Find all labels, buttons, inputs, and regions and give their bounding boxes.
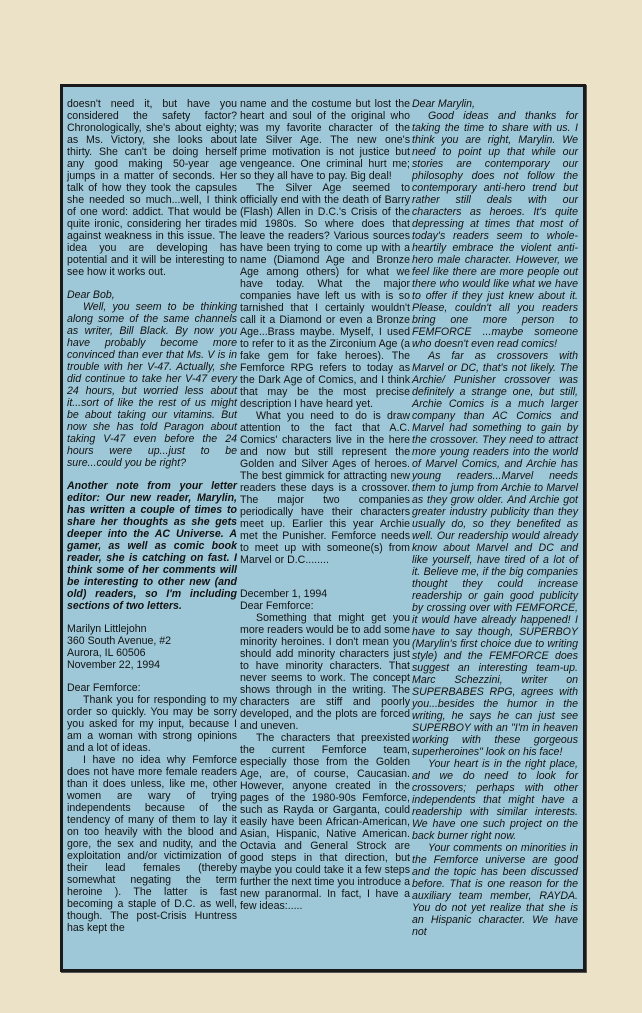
- editor-reply: Your heart is in the right place, and we do need to look for crossovers; perhaps with other independents that might have a readership with similar interests. We have one such project on the back burner right now.: [412, 758, 578, 842]
- reply-salutation: Dear Bob,: [67, 289, 115, 301]
- letter-paragraph: What you need to do is draw attention to the fact that A.C. Comics' characters live in the here and now but still represent the Golden and Silver Ages of heroes. The best gimmick for attracting new readers these days is a crossover. The major two companies periodically have their characters meet up. Earlier this year Archie met the Punisher. Femforce needs to meet up with someone(s) from Marvel or D.C........: [240, 410, 410, 566]
- letter-paragraph: The characters that preexisted the current Femforce team, especially those from the Golden Age, are, of course, Caucasian. However, anyone created in the pages of the 1980-90s Femforce, such as Rayda or Garganta, could easily have been African-American, Asian, Hispanic, Native American. Octavia and General Strock are good steps in that direction, but maybe you could take it a few steps further the next time you introduce a new paranormal. In fact, I have a few ideas:.....: [240, 732, 410, 912]
- editor-reply: As far as crossovers with Marvel or DC, that's not likely. The Archie/ Punisher crossover was definitely a strange one, but still, Archie Comics is a much larger company than AC Comics and Marvel had something to gain by the crossover. They need to attract more young readers into the world of Marvel Comics, and Archie has young readers...Marvel needs them to jump from Archie to Marvel as they grow older. And Archie got greater industry publicity than they usually do, so they benefited as well. Our readership would already know about Marvel and DC and like yourself, have tired of a lot of it. Believe me, if the big companies thought they could increase readership or gain good publicity by crossing over with FEMFORCE, it would have already happened! I have to say though, SUPERBOY (Marylin's first choice due to writing style) and the FEMFORCE does suggest an interesting team-up. Marc Schezzini, writer on SUPERBABES RPG, agrees with you...besides the humor in the writing, he says he can just see SUPERBOY with an "I'm in heaven working with these gorgeous superheroines" look on his face!: [412, 350, 578, 758]
- letter-paragraph: Something that might get you more readers would be to add some minority heroines. I don't mean you should add minority characters just to have minority characters. That never seems to work. The concept shows through in the writing. The characters are stiff and poorly developed, and the plots are forced and uneven.: [240, 612, 410, 732]
- letter-paragraph: Thank you for responding to my order so quickly. You may be sorry you asked for my input, because I am a woman with strong opinions and a lot of ideas.: [67, 694, 237, 754]
- letters-panel: [60, 84, 586, 972]
- letter-date: November 22, 1994: [67, 659, 161, 671]
- editor-note: Another note from your letter editor: Our new reader, Marylin, has written a couple of times to share her thoughts as she gets deeper into the AC Universe. A gamer, as well as comic book reader, she is catching on fast. I think some of her comments will be interesting to other new (and old) readers, so I'm including sections of two letters.: [67, 480, 237, 612]
- letter-paragraph: name and the costume but lost the heart and soul of the original who was my favorite character of the late Silver Age. The new one's prime motivation is not justice but vengeance. One criminal hurt me; so they all have to pay. Big deal!: [240, 98, 410, 182]
- editor-reply: Good ideas and thanks for taking the time to share with us. I think you are right, Marylin. We need to point up that while our stories are contemporary our philosophy does not follow the contemporary anti-hero trend but rather still deals with our characters as heroes. It's quite depressing at times that most of today's readers seem to whole-heartily embrace the violent anti-hero male character. However, we feel like there are more people out there who would like what we have to offer if they just knew about it. Please, couldn't all you readers bring one more person to FEMFORCE ...maybe someone who doesn't even read comics!: [412, 110, 578, 350]
- letter-salutation: Dear Femforce:: [67, 682, 141, 694]
- editor-reply: Well, you seem to be thinking along some of the same channels as writer, Bill Black. By now you have probably become more convinced than ever that Ms. V is in trouble with her V-47. Actually, she did continue to take her V-47 every 24 hours, but worried less about it...sort of like the rest of us might be about taking our vitamins. But now she has told Paragon about taking V-47 even before the 24 hours were up...just to be sure...could you be right?: [67, 301, 237, 469]
- address-street: 360 South Avenue, #2: [67, 635, 172, 647]
- letter-paragraph: The Silver Age seemed to officially end with the death of Barry (Flash) Allen in D.C.'s Crisis of the mid 1980s. So where does that leave the readers? Various sources have been trying to come up with a name (Diamond Age and Bronze Age among others) for what we have today. What the major companies have left us with is so tarnished that I certainly wouldn't call it a Diamond or even a Bronze Age...Brass maybe. Myself, I used to refer to it as the Zirconium Age (a fake gem for fake heroes). The Femforce RPG refers to today as the Dark Age of Comics, and I think that may be the most precise description I have heard yet.: [240, 182, 410, 410]
- reply-salutation: Dear Marylin,: [412, 98, 475, 110]
- letter-paragraph: doesn't need it, but have you considered the safety factor? Chronologically, she's about eighty; as Ms. Victory, she looks about thirty. She can't be doing herself any good making 50-year age jumps in a matter of seconds. Her talk of how they took the capsules she needed so much...well, I think of one word: addict. That would be quite ironic, considering her tirades against weakness in this issue. The idea you are developing has potential and it will be interesting to see how it works out.: [67, 98, 237, 278]
- column-3: [412, 98, 578, 938]
- editor-reply: Your comments on minorities in the Femforce universe are good and the topic has been discussed before. That is one reason for the auxiliary team member, RAYDA. You do not yet realize that she is an Hispanic character. We have not: [412, 842, 578, 938]
- address-name: Marilyn Littlejohn: [67, 623, 147, 635]
- column-1: [67, 98, 237, 934]
- letter-salutation: Dear Femforce:: [240, 600, 314, 612]
- column-2: [240, 98, 410, 912]
- address-city: Aurora, IL 60506: [67, 647, 146, 659]
- letter-date: December 1, 1994: [240, 588, 328, 600]
- letter-paragraph: I have no idea why Femforce does not have more female readers than it does unless, like me, other women are wary of trying independents because of the tendency of many of them to lay it on too heavily with the blood and gore, the sex and nudity, and the exploitation and/or victimization of their lead females (thereby somewhat negating the term heroine ). The latter is fast becoming a staple of D.C. as well, though. The post-Crisis Huntress has kept the: [67, 754, 237, 934]
